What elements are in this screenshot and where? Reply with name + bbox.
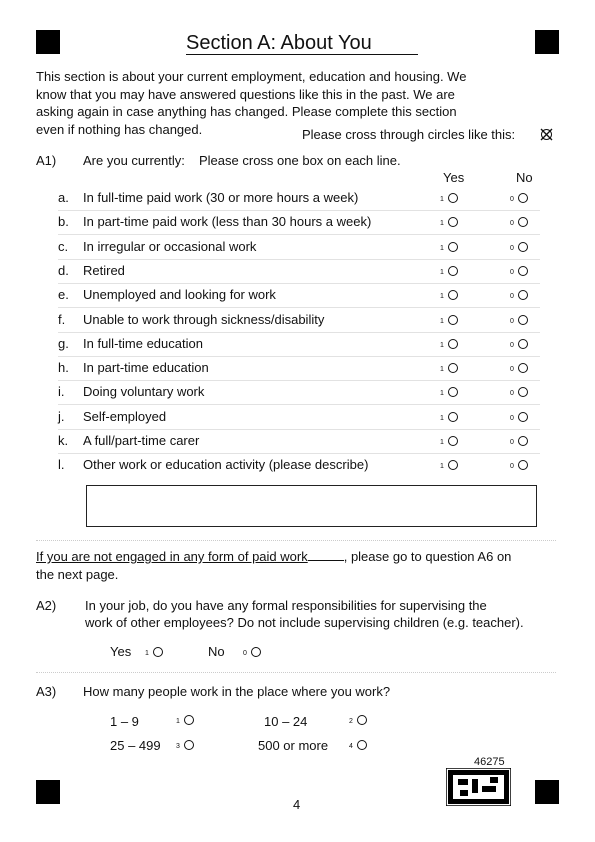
radio-circle-icon[interactable] xyxy=(518,217,528,227)
a1-row-label: A full/part-time carer xyxy=(83,433,200,448)
a1-row-letter: k. xyxy=(58,433,69,448)
radio-circle-icon[interactable] xyxy=(518,339,528,349)
radio-circle-icon[interactable] xyxy=(184,740,194,750)
radio-circle-icon[interactable] xyxy=(448,315,458,325)
a1-row-label: Unemployed and looking for work xyxy=(83,287,276,303)
radio-circle-icon[interactable] xyxy=(448,242,458,252)
a1-row: c. In irregular or occasional work 1 0 xyxy=(58,235,540,260)
crossed-circle-example-icon xyxy=(540,128,553,141)
a1-row-letter: l. xyxy=(58,457,65,473)
yes-column-header: Yes xyxy=(443,170,465,185)
a1-row: d. Retired 1 0 xyxy=(58,259,540,284)
a1-row: f. Unable to work through sickness/disability 1 0 xyxy=(58,308,540,333)
radio-circle-icon[interactable] xyxy=(448,217,458,227)
routing-rest: , please go to question A6 on xyxy=(343,549,512,564)
a2-no-label: No xyxy=(208,644,225,659)
question-a1-number: A1) xyxy=(36,153,57,168)
a1-row-letter: d. xyxy=(58,262,69,278)
a1-row: i. Doing voluntary work 1 0 xyxy=(58,380,540,405)
a1-row-letter: c. xyxy=(58,238,69,254)
radio-circle-icon[interactable] xyxy=(518,290,528,300)
question-a3-text: How many people work in the place where you work? xyxy=(83,684,391,699)
a1-row: a. In full-time paid work (30 or more hours a week) 1 0 xyxy=(58,186,540,211)
radio-circle-icon[interactable] xyxy=(448,193,458,203)
registration-mark-bottom-left xyxy=(36,780,60,804)
radio-circle-icon[interactable] xyxy=(357,740,367,750)
a1-row-letter: a. xyxy=(58,190,69,205)
question-a1-instruction: Please cross one box on each line. xyxy=(199,153,401,168)
no-column-header: No xyxy=(516,170,533,185)
a1-row-label: Unable to work through sickness/disability xyxy=(83,311,325,327)
radio-circle-icon[interactable] xyxy=(518,242,528,252)
question-a2-line2: work of other employees? Do not include supervising children (e.g. teacher). xyxy=(85,615,524,630)
separator xyxy=(36,672,556,673)
radio-circle-icon[interactable] xyxy=(251,647,261,657)
radio-circle-icon[interactable] xyxy=(518,266,528,276)
a1-row-label: In full-time education xyxy=(83,335,203,351)
radio-circle-icon[interactable] xyxy=(518,436,528,446)
radio-circle-icon[interactable] xyxy=(448,290,458,300)
registration-mark-top-left xyxy=(36,30,60,54)
a1-row-label: In irregular or occasional work xyxy=(83,238,257,254)
a1-row-label: Self-employed xyxy=(83,408,167,424)
radio-circle-icon[interactable] xyxy=(518,315,528,325)
section-title: Section A: About You xyxy=(186,32,372,54)
a3-option-3-label: 25 – 499 xyxy=(110,738,161,753)
a1-row-letter: h. xyxy=(58,360,69,376)
radio-circle-icon[interactable] xyxy=(448,266,458,276)
a3-option-2-label: 10 – 24 xyxy=(264,714,308,729)
a1-row-letter: g. xyxy=(58,335,69,351)
radio-circle-icon[interactable] xyxy=(153,647,163,657)
a2-yes-label: Yes xyxy=(110,644,132,659)
a1-row: l. Other work or education activity (please describe) 1 0 xyxy=(58,453,540,477)
a1-row-label: Other work or education activity (please describe) xyxy=(83,457,369,473)
a3-option-1-label: 1 – 9 xyxy=(110,714,139,729)
a3-option-4-label: 500 or more xyxy=(258,738,329,753)
a1-row-label: Retired xyxy=(83,262,125,278)
a1-row: k. A full/part-time carer 1 0 xyxy=(58,429,540,454)
radio-circle-icon[interactable] xyxy=(448,339,458,349)
a1-row-label: Doing voluntary work xyxy=(83,384,205,400)
question-a2-number: A2) xyxy=(36,598,57,613)
radio-circle-icon[interactable] xyxy=(357,715,367,725)
radio-circle-icon[interactable] xyxy=(518,387,528,397)
radio-circle-icon[interactable] xyxy=(448,460,458,470)
other-activity-description-box[interactable] xyxy=(86,485,537,527)
radio-circle-icon[interactable] xyxy=(518,363,528,373)
title-underline xyxy=(186,54,418,55)
separator xyxy=(36,540,556,541)
question-a2-line1: In your job, do you have any formal responsibilities for supervising the xyxy=(85,598,487,613)
a1-row-letter: b. xyxy=(58,214,69,230)
radio-circle-icon[interactable] xyxy=(518,412,528,422)
routing-link[interactable]: If you are not engaged in any form of paid work xyxy=(36,549,308,564)
a1-row: b. In part-time paid work (less than 30 hours a week) 1 0 xyxy=(58,210,540,235)
routing-note-line2: the next page. xyxy=(36,567,119,582)
form-barcode-icon xyxy=(446,768,511,806)
a1-row-label: In part-time education xyxy=(83,360,209,376)
radio-circle-icon[interactable] xyxy=(518,460,528,470)
radio-circle-icon[interactable] xyxy=(448,412,458,422)
a1-row-letter: i. xyxy=(58,384,65,400)
a1-row-label: In full-time paid work (30 or more hours a week) xyxy=(83,190,359,205)
intro-paragraph: This section is about your current employment, education and housing. We know that you may have answered questions like this in the past. We are asking again in case anything has changed. Please complete this section even if nothing has changed. xyxy=(36,69,467,137)
radio-circle-icon[interactable] xyxy=(518,193,528,203)
a1-row: j. Self-employed 1 0 xyxy=(58,405,540,430)
radio-circle-icon[interactable] xyxy=(448,387,458,397)
page-number: 4 xyxy=(293,797,301,812)
a1-row-label: In part-time paid work (less than 30 hours a week) xyxy=(83,214,372,230)
a1-row-letter: f. xyxy=(58,311,66,327)
registration-mark-top-right xyxy=(535,30,559,54)
a1-row: g. In full-time education 1 0 xyxy=(58,332,540,357)
cross-instruction: Please cross through circles like this: xyxy=(302,127,516,142)
radio-circle-icon[interactable] xyxy=(448,363,458,373)
question-a3-number: A3) xyxy=(36,684,57,699)
a1-row: h. In part-time education 1 0 xyxy=(58,356,540,381)
routing-note-line1 xyxy=(36,549,511,564)
a1-row-letter: j. xyxy=(58,408,65,424)
form-id: 46275 xyxy=(474,756,505,768)
question-a1-text: Are you currently: xyxy=(83,153,185,168)
radio-circle-icon[interactable] xyxy=(184,715,194,725)
a1-row-letter: e. xyxy=(58,287,69,303)
a1-row: e. Unemployed and looking for work 1 0 xyxy=(58,283,540,308)
radio-circle-icon[interactable] xyxy=(448,436,458,446)
registration-mark-bottom-right xyxy=(535,780,559,804)
